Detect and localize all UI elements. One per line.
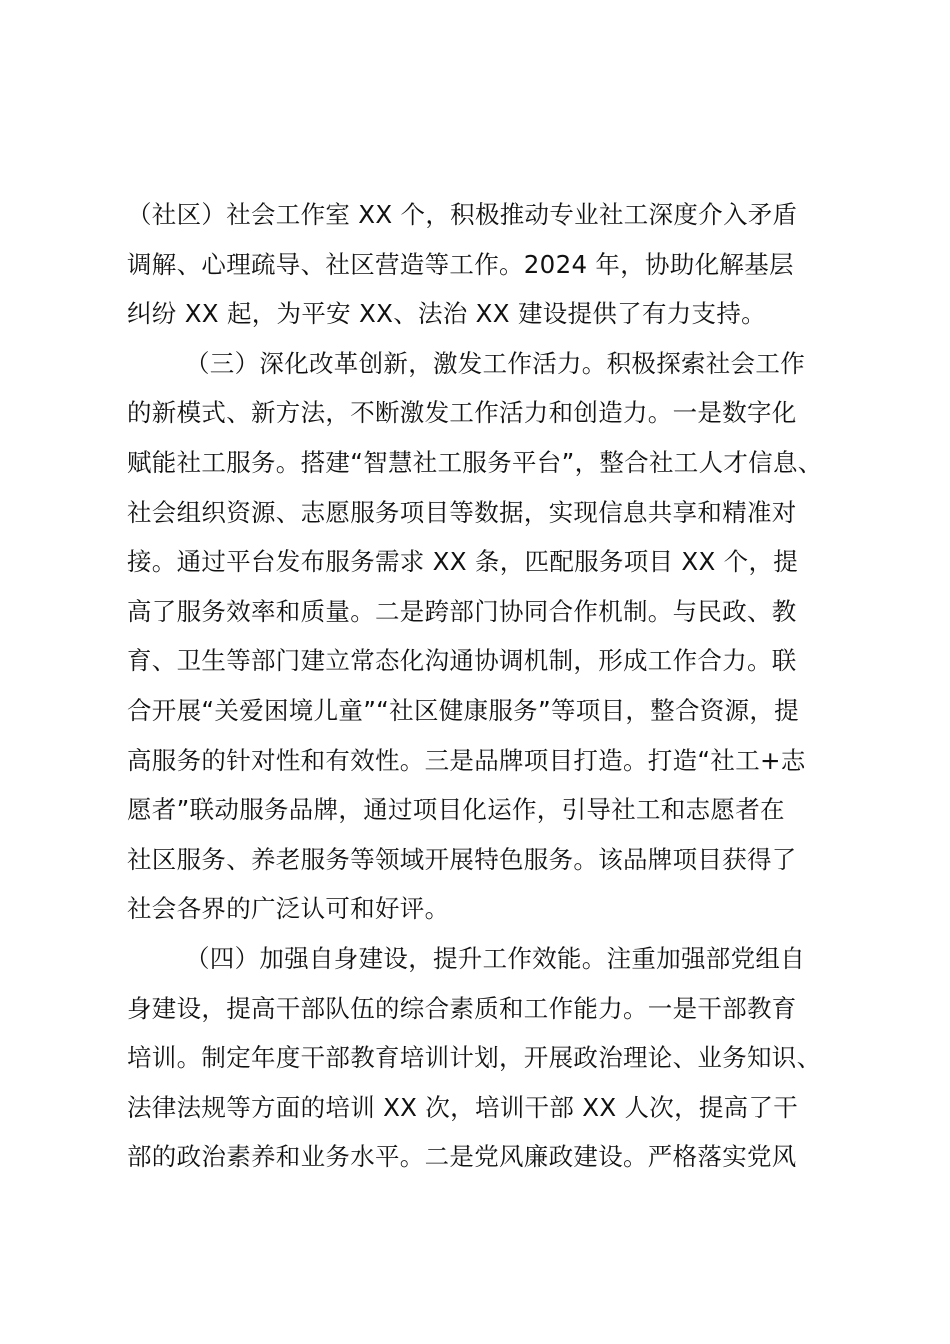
section-heading-line: （四）加强自身建设，提升工作效能。注重加强部党组自 <box>185 943 805 973</box>
text-line: 调解、心理疏导、社区营造等工作。2024 年，协助化解基层 <box>127 249 794 279</box>
text-line: 纠纷 XX 起，为平安 XX、法治 XX 建设提供了有力支持。 <box>127 299 766 329</box>
text-line: 的新模式、新方法，不断激发工作活力和创造力。一是数字化 <box>127 398 797 428</box>
text-line: 赋能社工服务。搭建“智慧社工服务平台”，整合社工人才信息、 <box>127 447 823 477</box>
text-line: 部的政治素养和业务水平。二是党风廉政建设。严格落实党风 <box>127 1142 797 1172</box>
text-line: 高了服务效率和质量。二是跨部门协同合作机制。与民政、教 <box>127 596 797 626</box>
text-line: 接。通过平台发布服务需求 XX 条，匹配服务项目 XX 个，提 <box>127 547 799 577</box>
text-line: 高服务的针对性和有效性。三是品牌项目打造。打造“社工+志 <box>127 745 806 775</box>
text-line: 育、卫生等部门建立常态化沟通协调机制，形成工作合力。联 <box>127 646 797 676</box>
text-line: 社会组织资源、志愿服务项目等数据，实现信息共享和精准对 <box>127 497 797 527</box>
text-line: 身建设，提高干部队伍的综合素质和工作能力。一是干部教育 <box>127 993 797 1023</box>
text-line: 培训。制定年度干部教育培训计划，开展政治理论、业务知识、 <box>127 1043 822 1073</box>
text-line: 社区服务、养老服务等领域开展特色服务。该品牌项目获得了 <box>127 844 797 874</box>
section-heading-line: （三）深化改革创新，激发工作活力。积极探索社会工作 <box>185 348 805 378</box>
text-line: 合开展“关爱困境儿童”“社区健康服务”等项目，整合资源，提 <box>127 695 799 725</box>
text-line: 法律法规等方面的培训 XX 次，培训干部 XX 人次，提高了干 <box>127 1092 799 1122</box>
text-line: 社会各界的广泛认可和好评。 <box>127 894 450 924</box>
text-line: （社区）社会工作室 XX 个，积极推动专业社工深度介入矛盾 <box>127 200 798 229</box>
text-line: 愿者”联动服务品牌，通过项目化运作，引导社工和志愿者在 <box>127 795 785 825</box>
body-text <box>127 190 832 1182</box>
